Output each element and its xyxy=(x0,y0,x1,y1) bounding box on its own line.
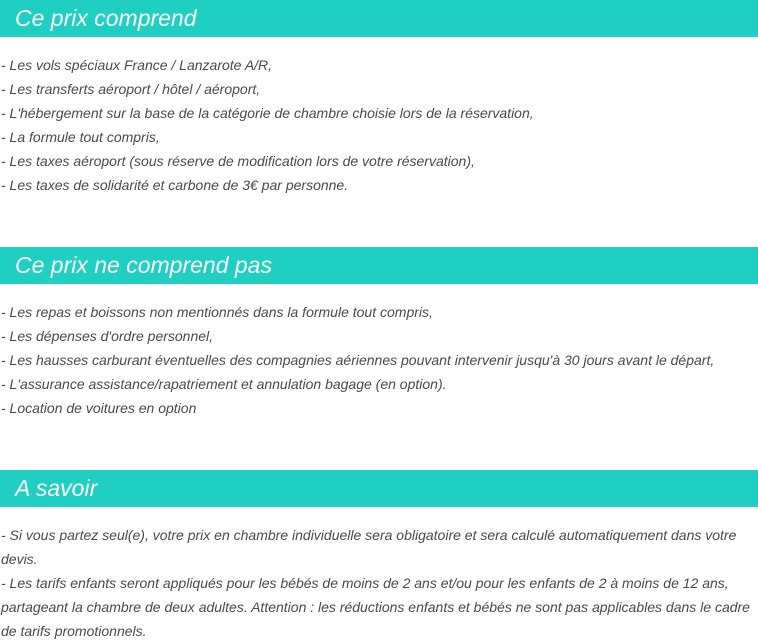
list-item: - Les dépenses d'ordre personnel, xyxy=(1,328,214,344)
list-item: - Les taxes aéroport (sous réserve de modification lors de votre réservation), xyxy=(1,153,475,169)
list-item: - Location de voitures en option xyxy=(1,400,197,416)
list-item: - Si vous partez seul(e), votre prix en chambre individuelle sera obligatoire et sera calculé automatiquement dans votre devis. xyxy=(1,527,737,567)
info-items-list xyxy=(0,507,758,643)
list-item: - Les tarifs enfants seront appliqués pour les bébés de moins de 2 ans et/ou pour les enfants de 2 à moins de 12 ans, partageant la chambre de deux adultes. Attention : les réductions enfants et bébés ne sont pas applicables dans le cadre de tarifs promotionnels. xyxy=(1,575,750,639)
section-price-includes xyxy=(0,0,758,197)
list-item: - La formule tout compris, xyxy=(1,129,160,145)
section-title: A savoir xyxy=(0,470,758,507)
section-title: Ce prix comprend xyxy=(0,0,758,37)
section-title: Ce prix ne comprend pas xyxy=(0,247,758,284)
section-good-to-know xyxy=(0,470,758,643)
list-item: - L'assurance assistance/rapatriement et annulation bagage (en option). xyxy=(1,376,447,392)
list-item: - Les taxes de solidarité et carbone de 3€ par personne. xyxy=(1,177,349,193)
list-item: - Les vols spéciaux France / Lanzarote A/R, xyxy=(1,57,273,73)
included-items-list xyxy=(0,37,758,197)
list-item: - L'hébergement sur la base de la catégorie de chambre choisie lors de la réservation, xyxy=(1,105,534,121)
section-price-excludes xyxy=(0,247,758,420)
excluded-items-list xyxy=(0,284,758,420)
list-item: - Les transferts aéroport / hôtel / aéroport, xyxy=(1,81,261,97)
list-item: - Les repas et boissons non mentionnés dans la formule tout compris, xyxy=(1,304,433,320)
list-item: - Les hausses carburant éventuelles des compagnies aériennes pouvant intervenir jusqu'à 30 jours avant le départ, xyxy=(1,352,715,368)
